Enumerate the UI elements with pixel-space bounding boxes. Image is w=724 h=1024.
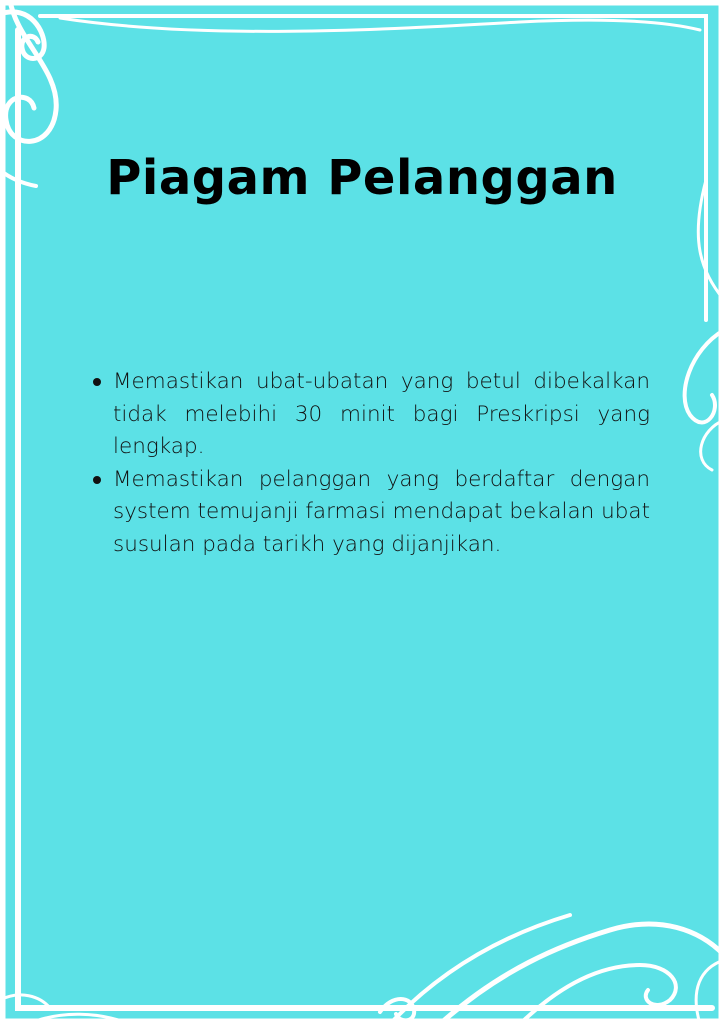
list-item — [92, 366, 650, 464]
list-item-text: Memastikan pelanggan yang berdaftar dengan system temujanji farmasi mendapat bekalan ubat susulan pada tarikh yang dijanjikan. — [113, 466, 650, 557]
charter-list — [92, 366, 650, 561]
bullet-icon — [93, 476, 101, 484]
page-title: Piagam Pelanggan — [106, 150, 618, 206]
list-item — [92, 464, 650, 562]
bullet-icon — [93, 378, 101, 386]
list-item-text: Memastikan ubat-ubatan yang betul dibekalkan tidak melebihi 30 minit bagi Preskripsi yang lengkap. — [113, 369, 650, 459]
